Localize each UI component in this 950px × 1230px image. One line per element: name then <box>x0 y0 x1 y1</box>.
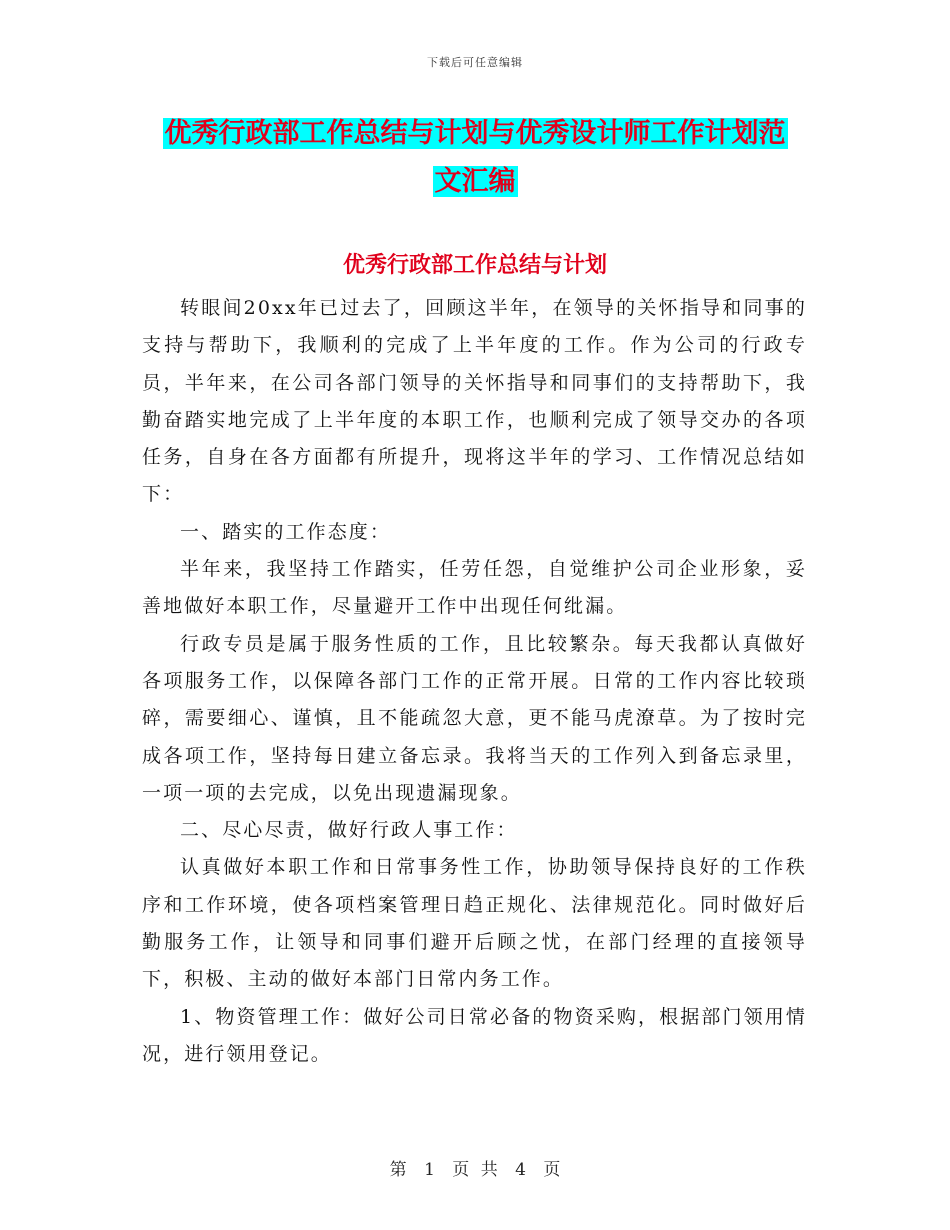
page-footer <box>0 1155 950 1180</box>
paragraph: 1、物资管理工作：做好公司日常必备的物资采购，根据部门领用情况，进行领用登记。 <box>142 1005 807 1065</box>
footer-prefix: 第 <box>389 1160 407 1180</box>
header-note: 下载后可任意编辑 <box>427 56 523 69</box>
footer-suffix: 页 <box>543 1160 561 1180</box>
title-line-2: 文汇编 <box>434 166 516 197</box>
section-title: 优秀行政部工作总结与计划 <box>342 252 607 278</box>
paragraph: 二、尽心尽责，做好行政人事工作： <box>180 819 518 842</box>
document-body <box>142 290 807 1073</box>
footer-middle: 页 共 <box>452 1160 498 1180</box>
paragraph: 一、踏实的工作态度： <box>180 520 392 543</box>
paragraph: 行政专员是属于服务性质的工作，且比较繁杂。每天我都认真做好各项服务工作，以保障各部门工作的正常开展。日常的工作内容比较琐碎，需要细心、谨慎，且不能疏忽大意，更不能马虎潦草。为了按时完成各项工作，坚持每日建立备忘录。我将当天的工作列入到备忘录里，一项一项的去完成，以免出现遗漏现象。 <box>142 632 807 804</box>
footer-total-pages: 4 <box>515 1160 526 1180</box>
title-line-1: 优秀行政部工作总结与计划与优秀设计师工作计划范 <box>164 118 786 149</box>
paragraph: 认真做好本职工作和日常事务性工作，协助领导保持良好的工作秩序和工作环境，使各项档案管理日趋正规化、法律规范化。同时做好后勤服务工作，让领导和同事们避开后顾之忧，在部门经理的直接领导下，积极、主动的做好本部门日常内务工作。 <box>142 856 807 991</box>
paragraph: 半年来，我坚持工作踏实，任劳任怨，自觉维护公司企业形象，妥善地做好本职工作，尽量避开工作中出现任何纰漏。 <box>142 558 807 618</box>
footer-page-number: 1 <box>424 1160 435 1180</box>
document-title <box>140 110 810 206</box>
paragraph: 转眼间20xx年已过去了，回顾这半年，在领导的关怀指导和同事的支持与帮助下，我顺利的完成了上半年度的工作。作为公司的行政专员，半年来，在公司各部门领导的关怀指导和同事们的支持帮助下，我勤奋踏实地完成了上半年度的本职工作，也顺利完成了领导交办的各项任务，自身在各方面都有所提升，现将这半年的学习、工作情况总结如下： <box>142 297 807 506</box>
